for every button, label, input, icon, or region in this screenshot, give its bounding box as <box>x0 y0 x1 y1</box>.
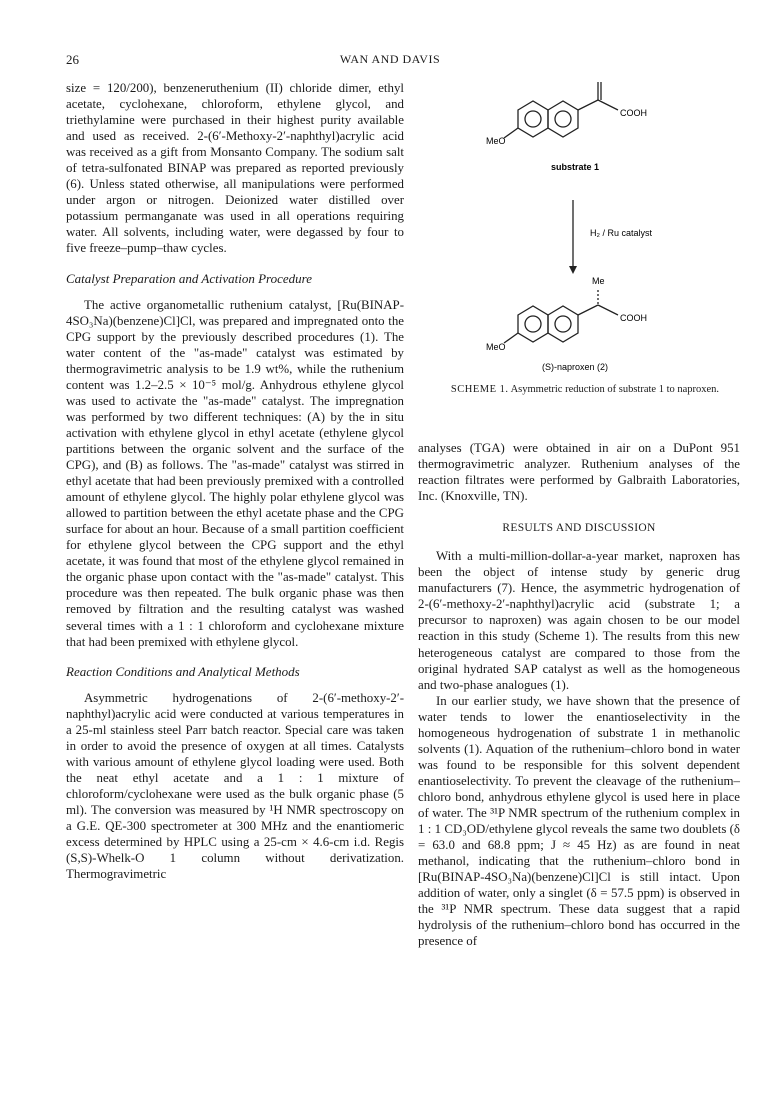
section-heading-results: RESULTS AND DISCUSSION <box>502 522 656 535</box>
substrate-structure <box>504 82 618 138</box>
right-column <box>418 440 740 949</box>
product-structure <box>504 288 618 343</box>
paragraph-results-1: With a multi-million-dollar-a-year market, naproxen has been the object of intense study by generic drug manufacturers (7). Hence, the asymmetric hydrogenation of 2-(6′-methoxy-2′-naphthyl)acrylic acid (substrate 1; a precursor to naproxen) was again chosen to be our model reaction in this study (Scheme 1). The results from this new heterogeneous catalyst are compared to those from the original hydrated SAP catalyst as well as the homogeneous and two-phase analogues (1). <box>418 549 740 692</box>
substrate-cooh-label: COOH <box>620 108 647 118</box>
scheme-caption-lead: SCHEME 1. <box>450 384 509 395</box>
left-column <box>66 80 404 882</box>
product-meo-label: MeO <box>486 342 506 352</box>
product-label: (S)-naproxen (2) <box>541 362 609 372</box>
page-number: 26 <box>66 52 79 67</box>
section-heading-reaction: Reaction Conditions and Analytical Methods <box>66 663 300 679</box>
reaction-arrowhead <box>569 266 577 274</box>
section-heading-catalyst: Catalyst Preparation and Activation Procedure <box>66 270 313 286</box>
paragraph-materials: size = 120/200), benzeneruthenium (II) chloride dimer, ethyl acetate, cyclohexane, chloroform, ethylene glycol, and triethylamine were purchased in their highest purity available and used as received. 2-(6′-Methoxy-2′-naphthyl)acrylic acid was received as a gift from Monsanto Company. The sodium salt of tetra-sulfonated BINAP was prepared as reported previously (6). Unless stated otherwise, all manipulations were performed under argon or nitrogen. Deionized water distilled over potassium permanganate was used in all operations requiring water. All solvents, including water, were degassed by four to five freeze–pump–thaw cycles. <box>66 81 404 256</box>
scheme-caption <box>410 384 760 395</box>
paragraph-reaction: Asymmetric hydrogenations of 2-(6′-methoxy-2′-naphthyl)acrylic acid were conducted at various temperatures in a 25-ml stainless steel Parr batch reactor. Special care was taken in order to avoid the presence of oxygen at all times. Catalysts with various amount of ethylene glycol loading were used. Both the neat ethyl acetate and a 1 : 1 mixture of chloroform/cyclohexane were used as the bulk organic phase (5 ml). The conversion was measured by ¹H NMR spectroscopy on a G.E. QE-300 spectrometer at 300 MHz and the enantiomeric excess determined by HPLC using a 25-cm × 4.6-cm i.d. Regis (S,S)-Whelk-O 1 column without derivatization. Thermogravimetric <box>66 690 404 882</box>
paragraph-catalyst: The active organometallic ruthenium catalyst, [Ru(BINAP-4SO₃Na)(benzene)Cl]Cl, was prepared and impregnated onto the CPG support by the previously described procedures (1). The water content of the "as-made" catalyst was estimated by thermogravimetric analysis to be 1.9 wt%, while the ruthenium content was 1.2–2.5 × 10⁻⁵ mol/g. Anhydrous ethylene glycol was used to activate the "as-made" catalyst. The impregnation was performed by two different techniques: (A) by the in situ activation with ethylene glycol in ethyl acetate (ethylene glycol partitions between the organic solvent and the surface of the CPG), and (B) as follows. The "as-made" catalyst was stirred in ethyl acetate that had been previously premixed with a controlled amount of ethylene glycol. The highly polar ethylene glycol was allowed to partition between the ethyl acetate phase and the CPG surface for about an hour. Because of a small partition coefficient for ethylene glycol between the CPG support and the ethyl acetate, it was found that most of the ethylene glycol remained in the organic phase upon contact with the "as-made" catalyst. This procedure was then repeated. The bulk organic phase was then removed by filtration and the resulting catalyst was washed several times with a 1 : 1 chloroform and cyclohexane mixture that had been premixed with ethylene glycol. <box>66 297 404 649</box>
product-me-label: Me <box>592 276 605 286</box>
product-cooh-label: COOH <box>620 313 647 323</box>
arrow-condition-label: H₂ / Ru catalyst <box>590 228 653 238</box>
scheme-caption-text: Asymmetric reduction of substrate 1 to naproxen. <box>510 384 720 395</box>
substrate-label: substrate 1 <box>550 162 600 172</box>
running-title: WAN AND DAVIS <box>339 52 441 66</box>
scheme-1-figure <box>418 78 758 428</box>
substrate-meo-label: MeO <box>486 136 506 146</box>
paragraph-tga: analyses (TGA) were obtained in air on a DuPont 951 thermogravimetric analyzer. Ruthenium analyses of the reaction filtrates were performed by Galbraith Laboratories, Inc. (Knoxville, TN). <box>418 441 740 504</box>
paragraph-results-2: In our earlier study, we have shown that the presence of water tends to lower the enantioselectivity in the homogeneous hydrogenation of substrate 1 in methanolic solvents (1). Aquation of the ruthenium–chloro bond in water was found to be responsible for this solvent dependent enantioselectivity. To prevent the cleavage of the ruthenium–chloro bond, anhydrous ethylene glycol is used here in place of water. The ³¹P NMR spectrum of the ruthenium complex in 1 : 1 CD₃OD/ethylene glycol reveals the same two doublets (δ = 63.0 and 68.8 ppm; J ≈ 45 Hz) as are found in neat methanol, indicating that the ruthenium–chloro bond in [Ru(BINAP-4SO₃Na)(benzene)Cl]Cl is still intact. Upon addition of water, only a singlet (δ = 57.5 ppm) is observed in the ³¹P NMR spectrum. These data suggest that a rapid hydrolysis of the ruthenium–chloro bond has occurred in the presence of <box>418 693 740 949</box>
